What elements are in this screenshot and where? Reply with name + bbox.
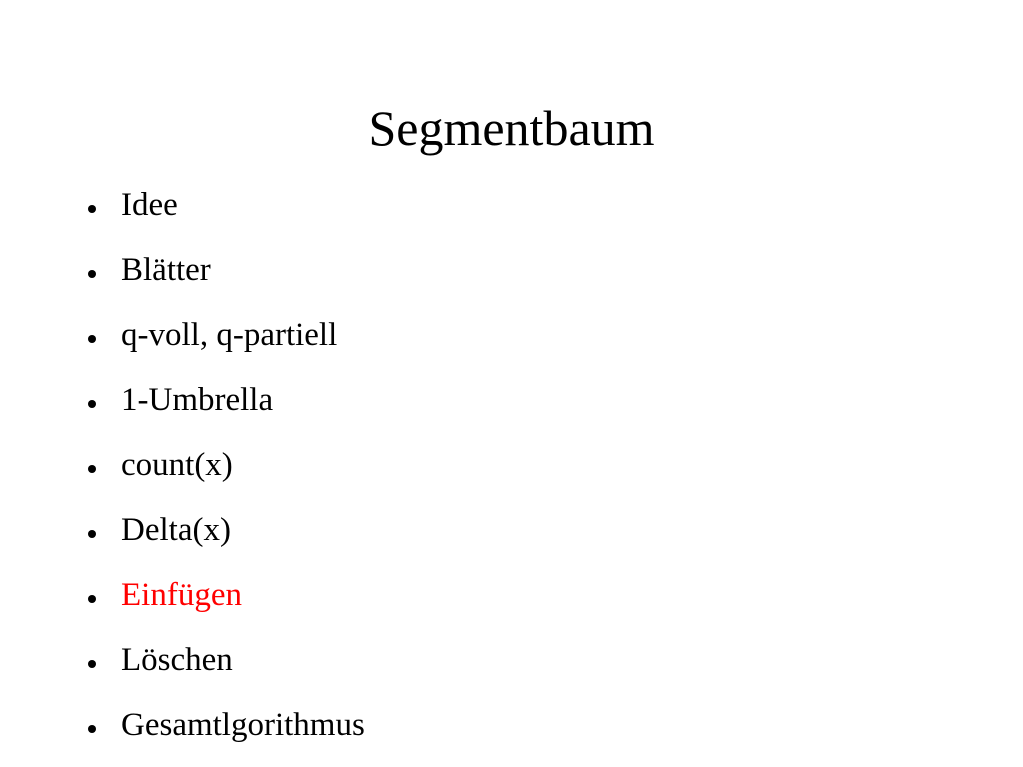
slide-title: Segmentbaum xyxy=(368,100,655,156)
bullet-item-blaetter xyxy=(88,237,365,302)
bullet-text: 1-Umbrella xyxy=(121,381,274,418)
bullet-item-delta xyxy=(88,497,365,562)
bullet-dot-icon xyxy=(88,400,96,408)
bullet-text: count(x) xyxy=(121,446,233,483)
bullet-item-loeschen xyxy=(88,627,365,692)
bullet-dot-icon xyxy=(88,335,96,343)
bullet-item-count xyxy=(88,432,365,497)
bullet-text: q-voll, q-partiell xyxy=(121,316,338,353)
bullet-dot-icon xyxy=(88,205,96,213)
bullet-dot-icon xyxy=(88,530,96,538)
bullet-item-gesamtalgorithmus xyxy=(88,692,365,757)
bullet-dot-icon xyxy=(88,465,96,473)
bullet-item-umbrella xyxy=(88,367,365,432)
bullet-dot-icon xyxy=(88,595,96,603)
bullet-dot-icon xyxy=(88,660,96,668)
bullet-text: Löschen xyxy=(121,641,233,678)
bullet-text: Idee xyxy=(121,186,178,223)
bullet-text-highlighted: Einfügen xyxy=(121,576,242,613)
bullet-item-q-voll xyxy=(88,302,365,367)
bullet-text: Blätter xyxy=(121,251,211,288)
bullet-item-idee xyxy=(88,172,365,237)
bullet-dot-icon xyxy=(88,725,96,733)
bullet-text: Gesamtlgorithmus xyxy=(121,706,365,743)
bullet-dot-icon xyxy=(88,270,96,278)
bullet-list xyxy=(88,172,365,757)
bullet-item-einfuegen xyxy=(88,562,365,627)
bullet-text: Delta(x) xyxy=(121,511,231,548)
